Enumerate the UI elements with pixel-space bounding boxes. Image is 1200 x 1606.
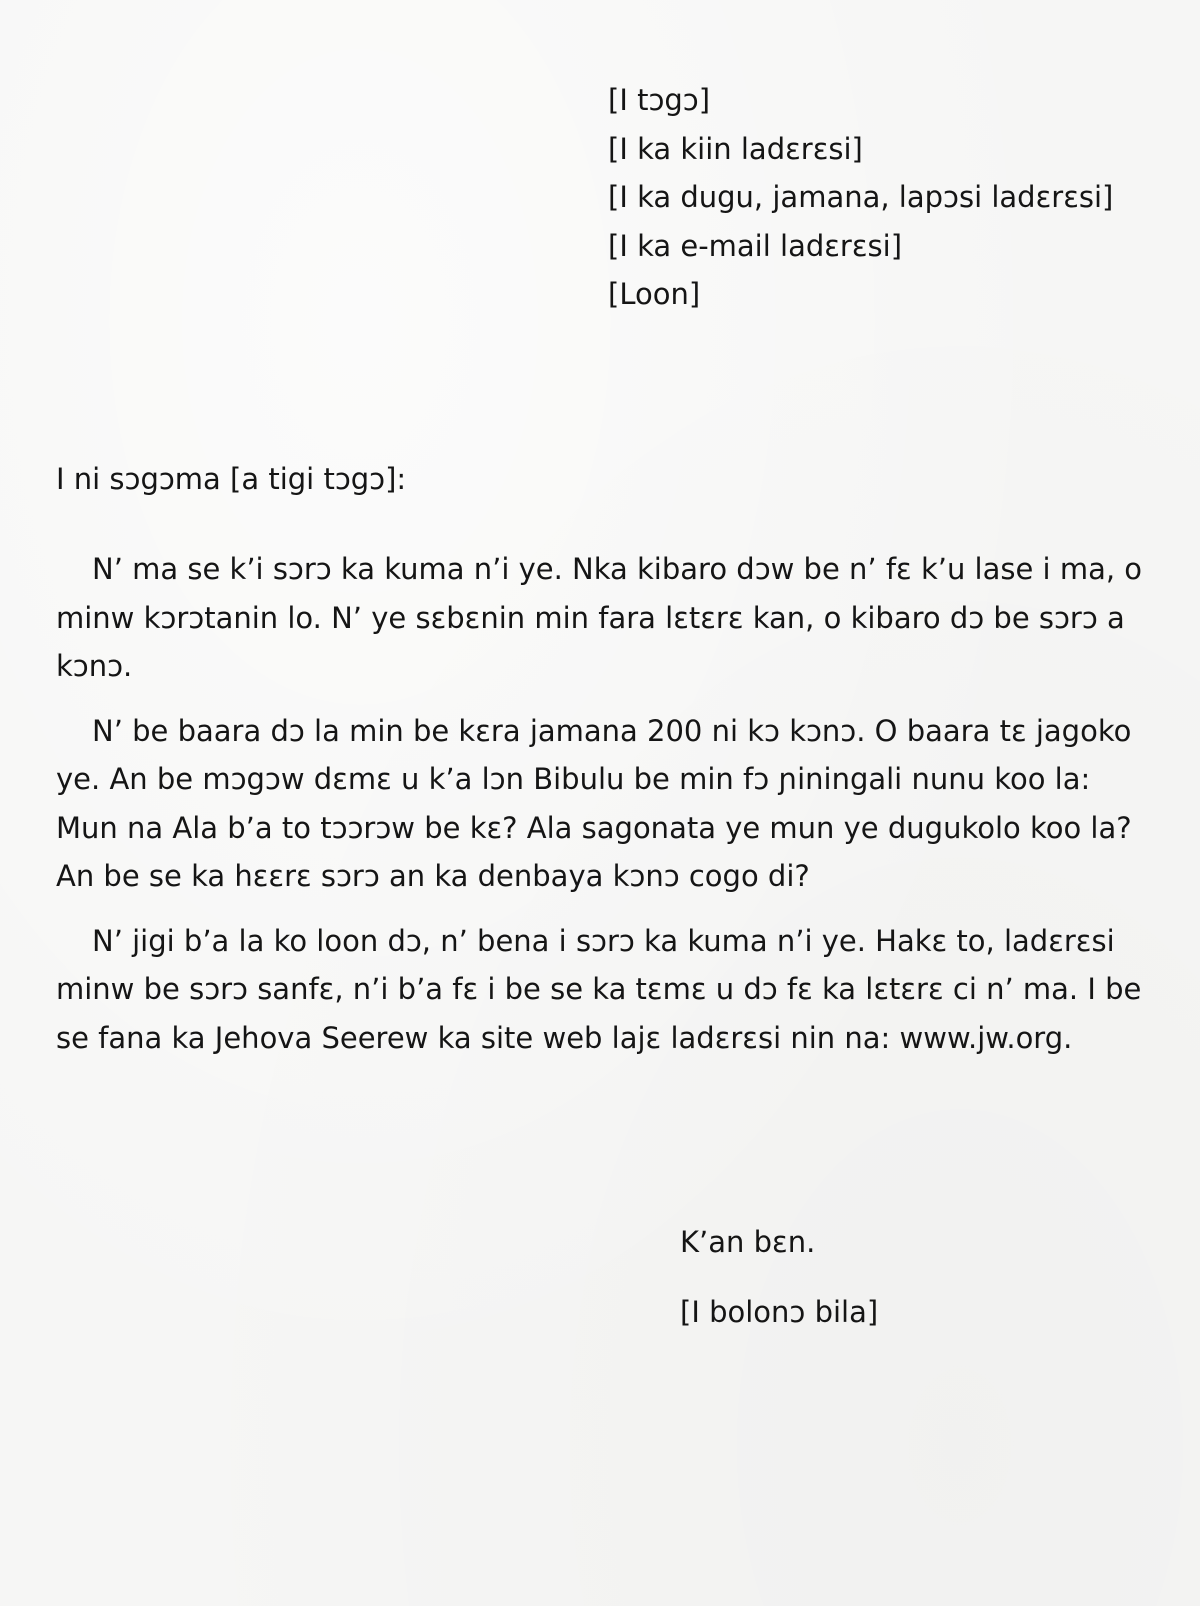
letter-body <box>56 545 1148 1078</box>
closing: K’an bɛn. <box>680 1225 816 1259</box>
body-paragraph: N’ ma se k’i sɔrɔ ka kuma n’i ye. Nka kibaro dɔw be n’ fɛ k’u lase i ma, o minw kɔrɔtanin lo. N’ ye sɛbɛnin min fara lɛtɛrɛ kan, o kibaro dɔ be sɔrɔ a kɔnɔ. <box>56 552 1143 683</box>
signature-placeholder: [I bolonɔ bila] <box>680 1295 879 1329</box>
sender-name: [I tɔgɔ] <box>608 83 711 117</box>
sender-email: [I ka e-mail ladɛrɛsi] <box>608 228 903 263</box>
sender-address-block <box>608 76 1168 319</box>
letter-date: [Loon] <box>608 277 701 311</box>
sender-city-country-postal: [I ka dugu, jamana, lapɔsi ladɛrɛsi] <box>608 180 1114 214</box>
sender-street-address: [I ka kiin ladɛrɛsi] <box>608 131 863 166</box>
body-paragraph: N’ be baara dɔ la min be kɛra jamana 200 ni kɔ kɔnɔ. O baara tɛ jagoko ye. An be mɔgɔw dɛmɛ u k’a lɔn Bibulu be min fɔ ɲiningali nunu koo la: Mun na Ala b’a to tɔɔrɔw be kɛ? Ala sagonata ye mun ye dugukolo koo la? An be se ka hɛɛrɛ sɔrɔ an ka denbaya kɔnɔ cogo di? <box>56 713 1132 893</box>
greeting: I ni sɔgɔma [a tigi tɔgɔ]: <box>56 462 407 496</box>
body-paragraph: N’ jigi b’a la ko loon dɔ, n’ bena i sɔrɔ ka kuma n’i ye. Hakɛ to, ladɛrɛsi minw be sɔrɔ sanfɛ, n’i b’a fɛ i be se ka tɛmɛ u dɔ fɛ ka lɛtɛrɛ ci n’ ma. I be se fana ka Jehova Seerew ka site web lajɛ ladɛrɛsi nin na: www.jw.org. <box>56 923 1142 1055</box>
